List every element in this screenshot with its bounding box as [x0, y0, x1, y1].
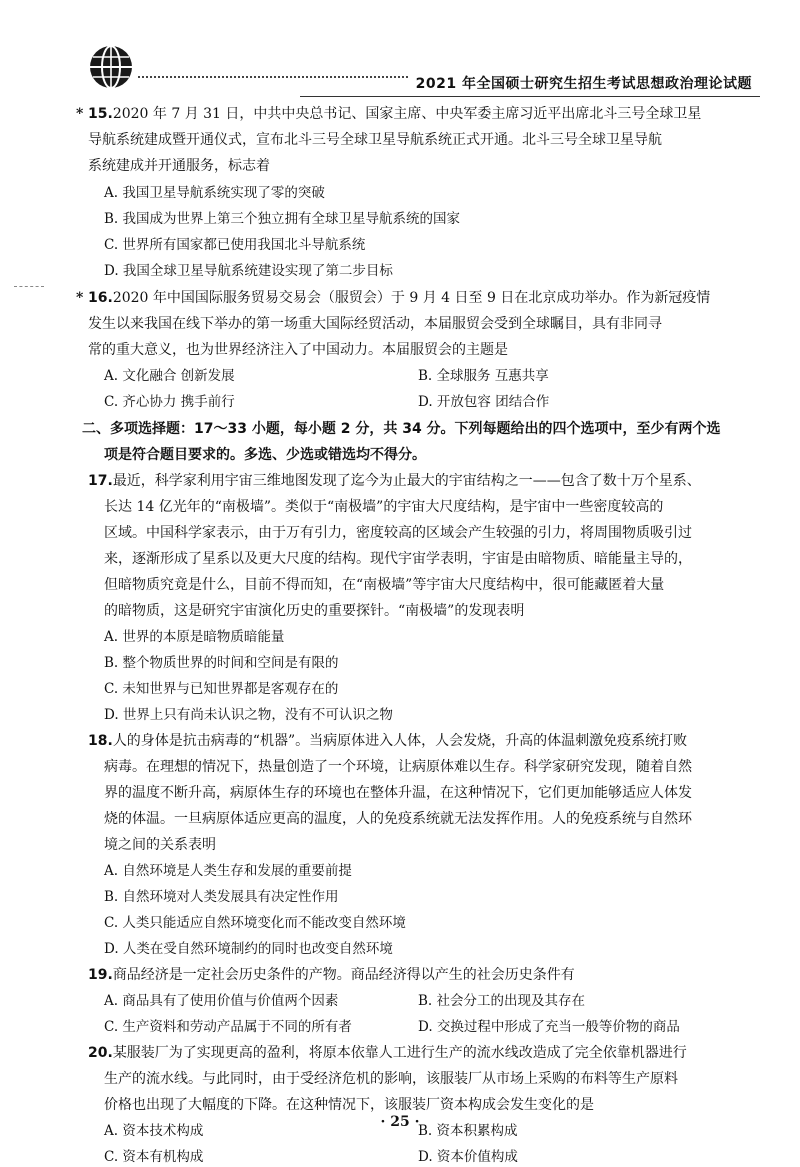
question-text: 2020 年中国国际服务贸易交易会（服贸会）于 9 月 4 日至 9 日在北京成功举办。作为新冠疫情	[112, 290, 711, 306]
question-number: 20.	[88, 1045, 113, 1061]
page-number: · 25 ·	[380, 1114, 420, 1130]
globe-logo-icon	[86, 42, 136, 92]
question-number: 18.	[88, 733, 113, 749]
question-19-line-1	[88, 965, 575, 985]
question-text: 区域。中国科学家表示，由于万有引力，密度较高的区域会产生较强的引力，将周围物质吸引过	[104, 525, 692, 541]
option-b: B. 资本积累构成	[418, 1123, 518, 1139]
option-a: A. 文化融合 创新发展	[104, 368, 235, 384]
option-b: B. 全球服务 互惠共享	[418, 368, 549, 384]
question-text: 商品经济是一定社会历史条件的产物。商品经济得以产生的社会历史条件有	[112, 967, 575, 983]
option-d: D. 交换过程中形成了充当一般等价物的商品	[418, 1019, 680, 1035]
question-text: 某服装厂为了实现更高的盈利，将原本依靠人工进行生产的流水线改造成了完全依靠机器进行	[112, 1045, 687, 1061]
option-a: A. 我国卫星导航系统实现了零的突破	[104, 185, 325, 201]
option-d: D. 资本价值构成	[418, 1149, 518, 1165]
question-text: 生产的流水线。与此同时，由于受经济危机的影响，该服装厂从市场上采购的布料等生产原料	[104, 1071, 678, 1087]
option-c: C. 世界所有国家都已使用我国北斗导航系统	[104, 237, 366, 253]
option-d: D. 人类在受自然环境制约的同时也改变自然环境	[104, 941, 393, 957]
question-text: 2020 年 7 月 31 日，中共中央总书记、国家主席、中央军委主席习近平出席北斗三号全球卫星	[112, 106, 702, 122]
option-c: C. 资本有机构成	[104, 1149, 204, 1165]
option-c: C. 未知世界与已知世界都是客观存在的	[104, 681, 339, 697]
option-c: C. 齐心协力 携手前行	[104, 394, 235, 410]
question-text: 境之间的关系表明	[104, 837, 216, 853]
question-text: 价格也出现了大幅度的下降。在这种情况下，该服装厂资本构成会发生变化的是	[104, 1097, 594, 1113]
option-d: D. 世界上只有尚未认识之物，没有不可认识之物	[104, 707, 393, 723]
question-text: 发生以来我国在线下举办的第一场重大国际经贸活动，本届服贸会受到全球瞩目，具有非同寻	[88, 316, 662, 332]
header-dotted-line	[138, 76, 408, 78]
question-text: 但暗物质究竟是什么，目前不得而知，在“南极墙”等宇宙大尺度结构中，很可能藏匿着大量	[104, 577, 665, 593]
question-text: 界的温度不断升高，病原体生存的环境也在整体升温，在这种情况下，它们更加能够适应人体发	[104, 785, 692, 801]
question-16-line-1	[76, 288, 711, 308]
question-text: 最近，科学家利用宇宙三维地图发现了迄今为止最大的宇宙结构之一——包含了数十万个星系、	[112, 473, 701, 489]
question-number: 19.	[88, 967, 113, 983]
option-a: A. 资本技术构成	[104, 1123, 204, 1139]
question-text: 烧的体温。一旦病原体适应更高的温度，人的免疫系统就无法发挥作用。人的免疫系统与自然环	[104, 811, 692, 827]
question-text: 病毒。在理想的情况下，热量创造了一个环境，让病原体难以生存。科学家研究发现，随着自然	[104, 759, 692, 775]
option-c: C. 人类只能适应自然环境变化而不能改变自然环境	[104, 915, 406, 931]
option-a: A. 自然环境是人类生存和发展的重要前提	[104, 863, 352, 879]
option-b: B. 我国成为世界上第三个独立拥有全球卫星导航系统的国家	[104, 211, 461, 227]
question-text: 导航系统建成暨开通仪式，宣布北斗三号全球卫星导航系统正式开通。北斗三号全球卫星导航	[88, 132, 662, 148]
scan-mark	[14, 286, 44, 291]
option-b: B. 整个物质世界的时间和空间是有限的	[104, 655, 339, 671]
section-heading: 项是符合题目要求的。多选、少选或错选均不得分。	[104, 447, 426, 463]
header-title: 2021 年全国硕士研究生招生考试思想政治理论试题	[415, 76, 752, 92]
section-heading: 二、多项选择题：17～33 小题，每小题 2 分，共 34 分。下列每题给出的四个选项中，至少有两个选	[82, 421, 721, 437]
question-text: 长达 14 亿光年的“南极墙”。类似于“南极墙”的宇宙大尺度结构，是宇宙中一些密度较高的	[104, 499, 664, 515]
question-text: 系统建成并开通服务，标志着	[88, 158, 270, 174]
question-number: 15.	[88, 106, 113, 122]
question-text: 常的重大意义，也为世界经济注入了中国动力。本届服贸会的主题是	[88, 342, 508, 358]
question-text: 来，逐渐形成了星系以及更大尺度的结构。现代宇宙学表明，宇宙是由暗物质、暗能量主导的，	[104, 551, 692, 567]
option-a: A. 世界的本原是暗物质暗能量	[104, 629, 285, 645]
star-mark: *	[76, 106, 84, 122]
question-17-line-1	[88, 471, 701, 491]
question-number: 16.	[88, 290, 113, 306]
option-d: D. 开放包容 团结合作	[418, 394, 550, 410]
star-mark: *	[76, 290, 84, 306]
question-18-line-1	[88, 731, 687, 751]
question-15-line-1	[76, 104, 702, 124]
option-b: B. 社会分工的出现及其存在	[418, 993, 586, 1009]
option-a: A. 商品具有了使用价值与价值两个因素	[104, 993, 339, 1009]
option-c: C. 生产资料和劳动产品属于不同的所有者	[104, 1019, 352, 1035]
question-text: 人的身体是抗击病毒的“机器”。当病原体进入人体，人会发烧，升高的体温刺激免疫系统打败	[112, 733, 688, 749]
question-text: 的暗物质，这是研究宇宙演化历史的重要探针。“南极墙”的发现表明	[104, 603, 525, 619]
question-20-line-1	[88, 1043, 687, 1063]
question-number: 17.	[88, 473, 113, 489]
option-d: D. 我国全球卫星导航系统建设实现了第二步目标	[104, 263, 393, 279]
option-b: B. 自然环境对人类发展具有决定性作用	[104, 889, 339, 905]
page-header	[0, 0, 800, 100]
header-rule	[300, 96, 760, 97]
